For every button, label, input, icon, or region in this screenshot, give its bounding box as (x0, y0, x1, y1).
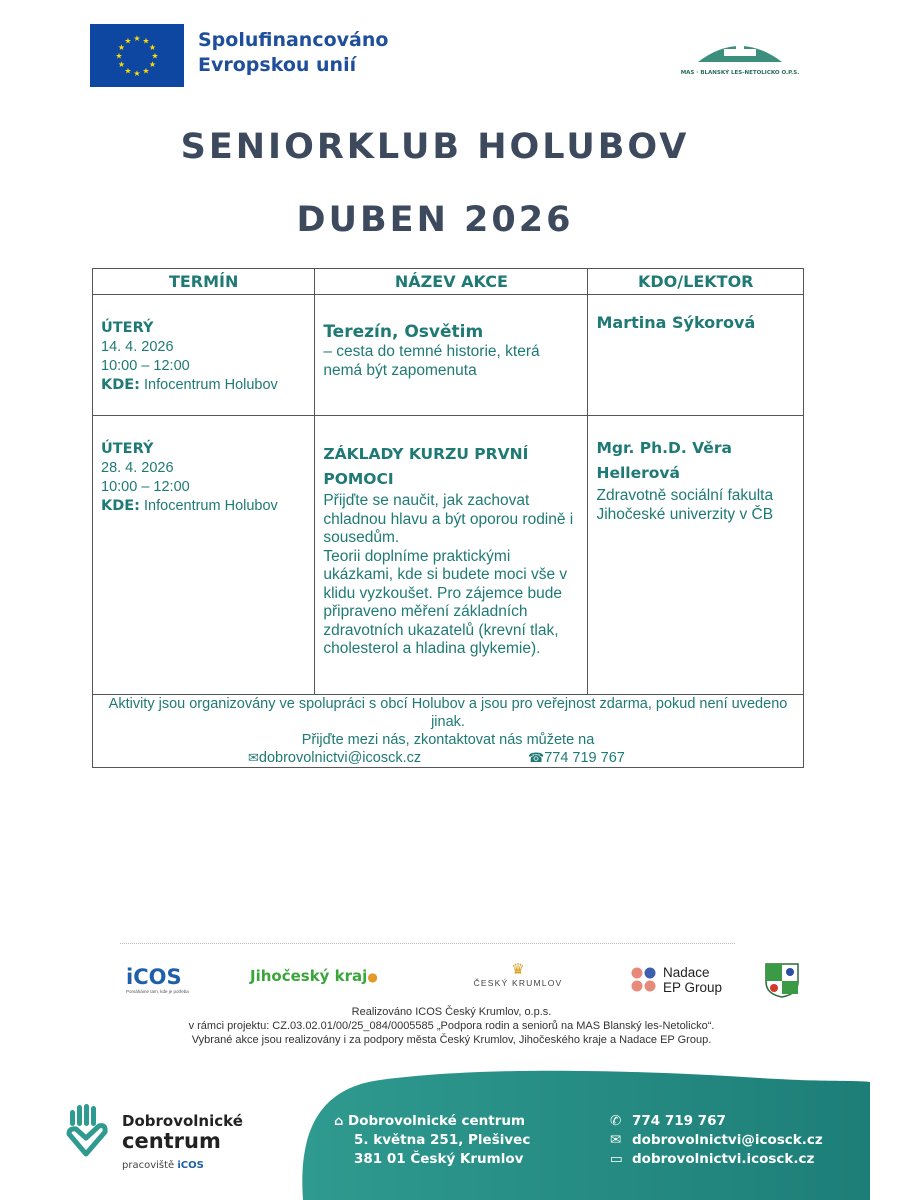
event-time: 10:00 – 12:00 (101, 358, 190, 374)
phone-icon: ☎ (528, 750, 545, 765)
svg-text:★: ★ (142, 36, 150, 46)
lecturer-cell (588, 416, 804, 695)
support-note: Vybrané akce jsou realizovány i za podpory města Český Krumlov, Jihočeského kraje a Nadace EP Group. (191, 1034, 712, 1046)
event-cell (315, 416, 588, 695)
event-day: ÚTERÝ (101, 441, 154, 457)
svg-text:★: ★ (117, 43, 126, 52)
svg-text:★: ★ (148, 60, 157, 69)
eu-flag-logo (90, 24, 184, 87)
where-label: KDE: (101, 377, 140, 393)
lecturer-cell (588, 295, 804, 416)
table-row (93, 416, 804, 695)
address-line-1: Dobrovolnické centrum (348, 1113, 526, 1129)
event-title: ZÁKLADY KURZU PRVNÍ POMOCI (323, 445, 529, 488)
home-icon: ⌂ (334, 1114, 344, 1129)
contact-email[interactable]: dobrovolnictvi@icosck.cz (258, 750, 422, 766)
program-table (92, 268, 804, 768)
event-place: Infocentrum Holubov (144, 498, 278, 514)
dc-logo-text (122, 1113, 243, 1171)
nadace-dots-icon (630, 966, 658, 994)
lecturer-name: Martina Sýkorová (596, 313, 756, 332)
footer-contacts (610, 1112, 823, 1169)
lecturer-name: Mgr. Ph.D. Věra Hellerová (596, 439, 732, 482)
footer-email[interactable]: dobrovolnictvi@icosck.cz (632, 1132, 823, 1148)
jihocesky-kraj-logo (250, 967, 378, 985)
header-lecturer: KDO/LEKTOR (588, 269, 804, 295)
eu-line-2: Evropskou unií (198, 54, 357, 76)
ep-group-text: EP Group (663, 979, 723, 995)
address-line-3: 381 01 Český Krumlov (354, 1151, 524, 1167)
project-number: v rámci projektu: CZ.03.02.01/00/25_084/0005585 „Podpora rodin a seniorů na MAS Blanský les-Netolicko“. (188, 1020, 715, 1032)
term-cell (93, 416, 315, 695)
crown-icon: ♛ (511, 961, 525, 978)
envelope-icon: ✉ (248, 750, 259, 765)
svg-text:★: ★ (124, 36, 132, 46)
table-header-row (93, 269, 804, 295)
svg-text:★: ★ (115, 51, 123, 61)
holubov-coat-of-arms (764, 962, 800, 1003)
header-term: TERMÍN (93, 269, 315, 295)
event-place: Infocentrum Holubov (144, 377, 278, 393)
footer-web[interactable]: dobrovolnictvi.icosck.cz (632, 1151, 815, 1167)
cesky-krumlov-logo (468, 962, 568, 988)
svg-text:★: ★ (148, 43, 157, 52)
partners-divider (120, 943, 735, 944)
dc-logo-icon (66, 1104, 108, 1167)
svg-text:★: ★ (124, 66, 132, 76)
dc-line-3-icos: iCOS (177, 1160, 204, 1171)
icos-logo-text: iCOS (126, 965, 182, 989)
project-info (0, 1005, 903, 1047)
event-title: Terezín, Osvětim (323, 322, 484, 342)
realized-by: Realizováno ICOS Český Krumlov, o.p.s. (351, 1006, 552, 1018)
location-pin-icon: ● (367, 970, 378, 984)
event-time: 10:00 – 12:00 (101, 479, 190, 495)
eu-line-1: Spolufinancováno (198, 29, 389, 51)
event-day: ÚTERÝ (101, 320, 154, 336)
dc-line-2: centrum (122, 1129, 221, 1153)
svg-text:★: ★ (117, 60, 126, 69)
nadace-text: Nadace (663, 965, 710, 980)
event-description: Přijďte se naučit, jak zachovat chladnou hlavu a být oporou rodině i sousedům. (323, 492, 574, 546)
mas-logo (680, 34, 800, 94)
eu-cofinance-text (198, 28, 388, 78)
cesky-krumlov-text: ČESKÝ KRUMLOV (473, 978, 563, 988)
svg-text:★: ★ (133, 34, 141, 43)
table-row (93, 295, 804, 416)
event-date: 28. 4. 2026 (101, 460, 174, 476)
event-date: 14. 4. 2026 (101, 339, 174, 355)
page-subtitle-month: DUBEN 2026 (296, 200, 574, 240)
jihocesky-kraj-text: Jihočeský kraj (250, 967, 368, 985)
icos-logo (126, 965, 189, 995)
table-footer-row (93, 695, 804, 768)
lecturer-organization: Zdravotně sociální fakulta Jihočeské univerzity v ČB (596, 487, 774, 523)
organization-note: Aktivity jsou organizovány ve spolupráci s obcí Holubov a jsou pro veřejnost zdarma, pokud není uvedeno jinak. (108, 696, 788, 730)
join-note: Přijďte mezi nás, zkontaktovat nás můžete na (301, 732, 595, 748)
event-description: – cesta do temné historie, která nemá být zapomenuta (323, 343, 540, 379)
where-label: KDE: (101, 498, 140, 514)
mas-logo-text: MAS · BLANSKÝ LES-NETOLICKO O.P.S. (680, 70, 800, 76)
page-title: SENIORKLUB HOLUBOV (180, 127, 690, 167)
table-footer-cell (93, 695, 804, 768)
dc-line-1: Dobrovolnické (122, 1112, 243, 1130)
footer-address (334, 1112, 530, 1169)
svg-text:★: ★ (133, 69, 141, 78)
web-icon: ▭ (610, 1151, 623, 1167)
header-event: NÁZEV AKCE (315, 269, 588, 295)
event-description-2: Teorii doplníme praktickými ukázkami, kde si budete moci vše v klidu vyzkoušet. Pro zájemce bude připraveno měření základních zdravotních ukazatelů (krevní tlak, cholesterol a hladina glykemie). (323, 547, 568, 657)
dc-line-3: pracoviště (122, 1160, 175, 1171)
event-cell (315, 295, 588, 416)
contact-phone[interactable]: 774 719 767 (544, 750, 625, 766)
envelope-icon: ✉ (610, 1132, 622, 1148)
svg-text:★: ★ (142, 66, 150, 76)
icos-tagline: Pomáháme tam, kde je potřeba (126, 989, 189, 994)
svg-text:★: ★ (151, 51, 159, 61)
footer-phone[interactable]: 774 719 767 (632, 1113, 726, 1129)
term-cell (93, 295, 315, 416)
address-line-2: 5. května 251, Plešivec (354, 1132, 531, 1148)
phone-icon: ✆ (610, 1113, 622, 1129)
